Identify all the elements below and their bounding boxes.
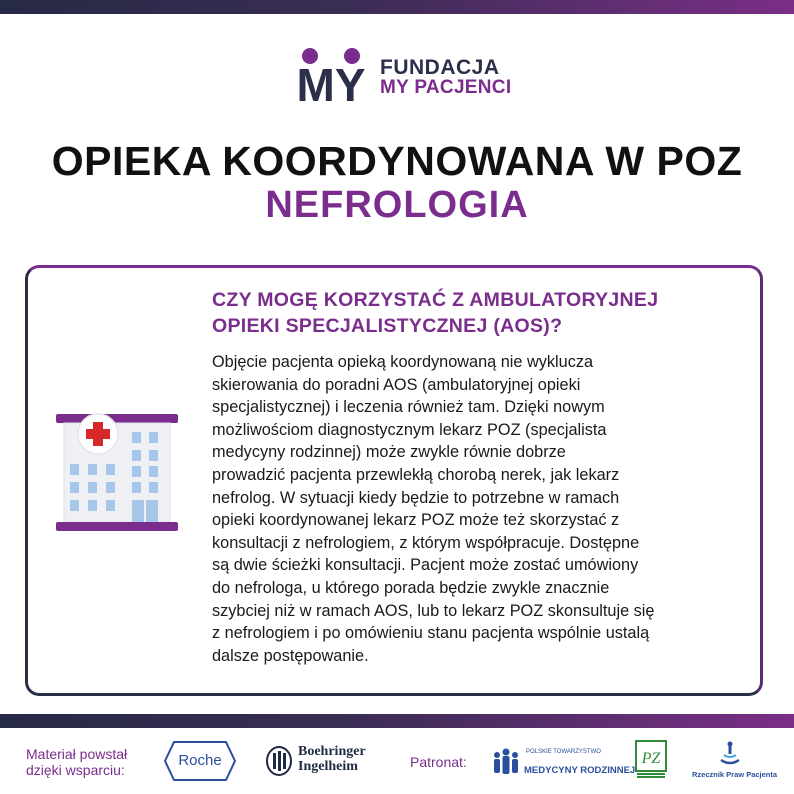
ptmr-big-text: MEDYCYNY RODZINNEJ	[524, 765, 636, 776]
pz-logo-icon	[635, 740, 667, 780]
fundacja-logo	[290, 46, 530, 106]
my-logo-mark	[290, 46, 372, 104]
answer-line: z nefrologiem i po omówieniu stanu pacjenta wspólnie ustalą	[212, 624, 650, 643]
logo-line1: FUNDACJA	[380, 56, 500, 79]
answer-line: są dwie ścieżki konsultacji. Pacjent może zostać umówiony	[212, 556, 639, 575]
answer-line: skierowania do poradni AOS (ambulatoryjnej opieki	[212, 375, 581, 394]
rpp-emblem-icon	[715, 740, 745, 770]
answer-line: szybciej niż w ramach AOS, lub to lekarz POZ skonsultuje się	[212, 601, 655, 620]
answer-line: medycyny rodzinnej) może zwykle równie dobrze	[212, 443, 566, 462]
answer-line: specjalistycznej) i leczenia również tam. Dzięki nowym	[212, 398, 605, 417]
answer-paragraph	[212, 351, 752, 667]
support-label-line1: Materiał powstał	[26, 746, 128, 762]
ptmr-people-icon	[490, 746, 522, 778]
answer-line: opieki koordynowanej lekarz POZ może też skorzystać z	[212, 511, 620, 530]
answer-line: do nefrologa, u którego porada będzie zwykle znacznie	[212, 578, 610, 597]
answer-line: konsultacji z nefrologiem, z którym współpracuje. Dostępne	[212, 533, 640, 552]
support-label-line2: dzięki wsparciu:	[26, 762, 125, 778]
question-title	[212, 287, 752, 339]
answer-line: prowadzić pacjenta przewlekłą chorobą nerek, jak lekarz	[212, 465, 620, 484]
logo-line2: MY PACJENCI	[380, 77, 512, 98]
logo-mark-text: MY	[296, 59, 366, 104]
question-line-2: OPIEKI SPECJALISTYCZNEJ (AOS)?	[212, 315, 563, 337]
answer-line: nefrolog. W sytuacji kiedy będzie to potrzebne w ramach	[212, 488, 620, 507]
svg-text:PZ: PZ	[641, 750, 661, 767]
top-gradient-band	[0, 0, 794, 14]
page-subtitle: NEFROLOGIA	[265, 184, 529, 226]
answer-line: dalsze postępowanie.	[212, 646, 369, 665]
boehringer-icon	[265, 745, 293, 777]
roche-logo-text: Roche	[178, 752, 222, 769]
patronat-label: Patronat:	[410, 754, 467, 770]
boehringer-logo-text	[298, 744, 366, 774]
boehringer-line2: Ingelheim	[298, 759, 358, 774]
answer-line: możliwościom diagnostycznym lekarz POZ (specjalista	[212, 420, 607, 439]
bottom-gradient-band	[0, 714, 794, 728]
question-line-1: CZY MOGĘ KORZYSTAĆ Z AMBULATORYJNEJ	[212, 289, 659, 311]
answer-line: Objęcie pacjenta opieką koordynowaną nie wyklucza	[212, 353, 594, 371]
ptmr-small-text: POLSKIE TOWARZYSTWO	[526, 749, 601, 755]
rpp-text: Rzecznik Praw Pacjenta	[692, 770, 778, 779]
boehringer-line1: Boehringer	[298, 744, 366, 759]
support-label	[26, 746, 156, 778]
hospital-icon	[56, 412, 178, 532]
page-title: OPIEKA KOORDYNOWANA W POZ	[51, 138, 743, 184]
